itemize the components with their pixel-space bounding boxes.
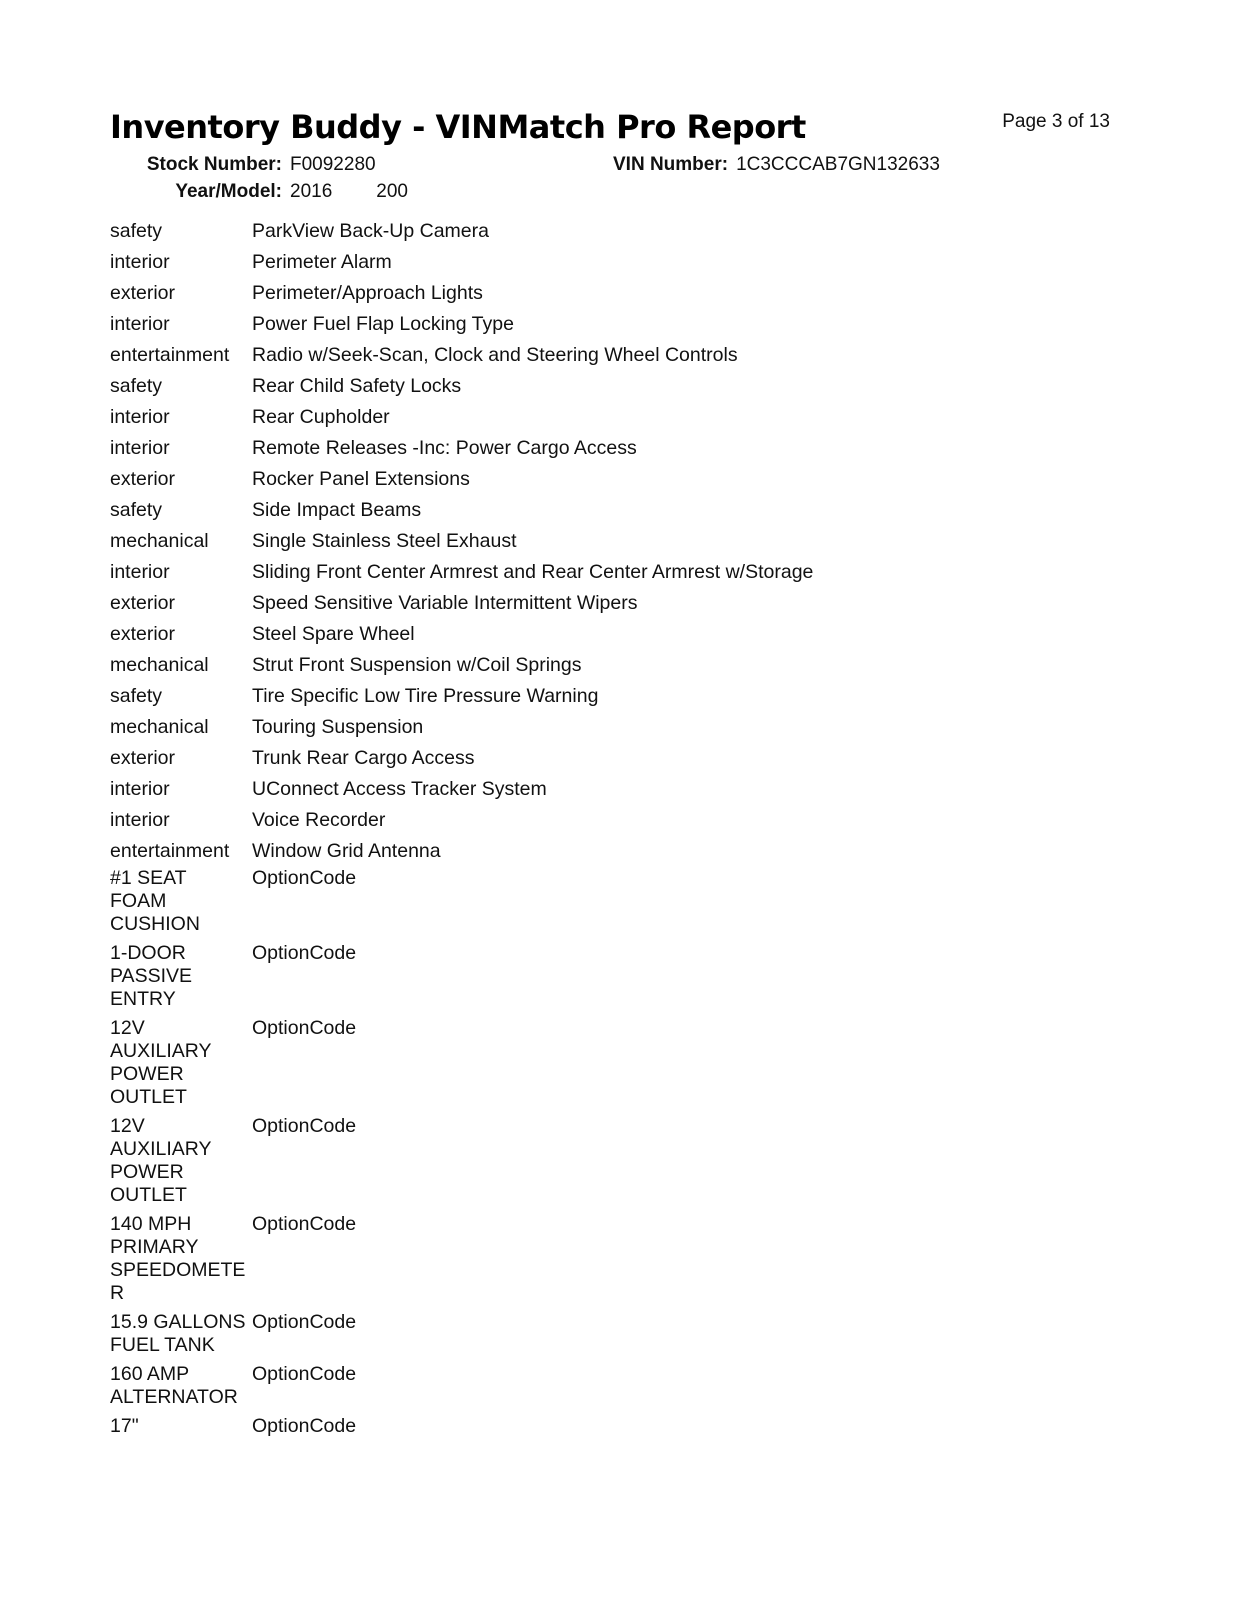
feature-description: Touring Suspension — [252, 716, 424, 738]
feature-row — [110, 526, 1010, 557]
feature-description: Steel Spare Wheel — [252, 623, 415, 645]
vin-number-value: 1C3CCCAB7GN132633 — [736, 154, 940, 175]
feature-row — [110, 247, 1010, 278]
option-code-type: OptionCode — [252, 1363, 357, 1385]
option-code-type: OptionCode — [252, 942, 357, 964]
stock-number-row — [100, 154, 376, 176]
feature-description: Side Impact Beams — [252, 499, 422, 521]
feature-category: mechanical — [110, 654, 209, 676]
feature-row — [110, 495, 1010, 526]
feature-description: Remote Releases -Inc: Power Cargo Access — [252, 437, 637, 459]
feature-description: ParkView Back-Up Camera — [252, 220, 489, 242]
feature-category: interior — [110, 809, 170, 831]
year-model-row — [100, 181, 408, 203]
feature-description: Radio w/Seek-Scan, Clock and Steering Wheel Controls — [252, 344, 738, 366]
feature-list — [110, 216, 1010, 1444]
feature-category: safety — [110, 685, 163, 707]
option-code-name: 1-DOOR PASSIVE ENTRY — [110, 942, 193, 1010]
feature-row — [110, 433, 1010, 464]
feature-description: UConnect Access Tracker System — [252, 778, 547, 800]
feature-category: interior — [110, 313, 170, 335]
option-code-name: 12V AUXILIARY POWER OUTLET — [110, 1115, 212, 1206]
option-code-row — [110, 1213, 1010, 1305]
feature-category: safety — [110, 375, 163, 397]
feature-category: mechanical — [110, 530, 209, 552]
option-code-type: OptionCode — [252, 1415, 357, 1437]
feature-row — [110, 464, 1010, 495]
option-code-type: OptionCode — [252, 1017, 357, 1039]
stock-number-label: Stock Number: — [146, 154, 282, 175]
feature-description: Trunk Rear Cargo Access — [252, 747, 475, 769]
feature-row — [110, 309, 1010, 340]
feature-row — [110, 619, 1010, 650]
feature-row — [110, 774, 1010, 805]
option-code-name: 15.9 GALLONS FUEL TANK — [110, 1311, 246, 1356]
option-code-row — [110, 1017, 1010, 1109]
feature-category: safety — [110, 220, 163, 242]
feature-category: interior — [110, 437, 170, 459]
feature-category: mechanical — [110, 716, 209, 738]
feature-description: Perimeter/Approach Lights — [252, 282, 483, 304]
option-code-row — [110, 1115, 1010, 1207]
model-value: 200 — [376, 181, 408, 202]
feature-row — [110, 681, 1010, 712]
feature-row — [110, 557, 1010, 588]
feature-description: Tire Specific Low Tire Pressure Warning — [252, 685, 599, 707]
feature-rows — [110, 216, 1010, 867]
option-code-name: 160 AMP ALTERNATOR — [110, 1363, 238, 1408]
option-code-type: OptionCode — [252, 1115, 357, 1137]
vin-number-row — [613, 154, 940, 176]
option-code-row — [110, 1415, 1010, 1438]
vin-number-label: VIN Number: — [613, 154, 729, 175]
feature-description: Sliding Front Center Armrest and Rear Center Armrest w/Storage — [252, 561, 814, 583]
feature-category: exterior — [110, 468, 176, 490]
option-code-rows — [110, 867, 1010, 1438]
feature-row — [110, 216, 1010, 247]
report-title: Inventory Buddy - VINMatch Pro Report — [110, 108, 806, 146]
year-model-label: Year/Model: — [175, 181, 282, 202]
option-code-type: OptionCode — [252, 867, 357, 889]
feature-category: interior — [110, 561, 170, 583]
option-code-row — [110, 867, 1010, 936]
feature-category: interior — [110, 406, 170, 428]
stock-number-value: F0092280 — [290, 154, 376, 175]
feature-category: entertainment — [110, 344, 230, 366]
feature-row — [110, 278, 1010, 309]
feature-category: exterior — [110, 623, 176, 645]
feature-category: exterior — [110, 747, 176, 769]
feature-category: safety — [110, 499, 163, 521]
option-code-row — [110, 942, 1010, 1011]
feature-description: Strut Front Suspension w/Coil Springs — [252, 654, 582, 676]
page-indicator: Page 3 of 13 — [1002, 111, 1110, 132]
feature-category: exterior — [110, 592, 176, 614]
feature-category: entertainment — [110, 840, 230, 862]
feature-category: interior — [110, 251, 170, 273]
option-code-type: OptionCode — [252, 1213, 357, 1235]
feature-description: Perimeter Alarm — [252, 251, 392, 273]
year-value: 2016 — [290, 181, 333, 202]
feature-description: Single Stainless Steel Exhaust — [252, 530, 517, 552]
option-code-row — [110, 1363, 1010, 1409]
feature-row — [110, 588, 1010, 619]
feature-description: Rear Child Safety Locks — [252, 375, 462, 397]
feature-row — [110, 402, 1010, 433]
feature-description: Power Fuel Flap Locking Type — [252, 313, 514, 335]
option-code-type: OptionCode — [252, 1311, 357, 1333]
feature-row — [110, 836, 1010, 867]
feature-description: Rear Cupholder — [252, 406, 390, 428]
feature-description: Speed Sensitive Variable Intermittent Wipers — [252, 592, 638, 614]
feature-description: Window Grid Antenna — [252, 840, 441, 862]
feature-row — [110, 371, 1010, 402]
feature-category: exterior — [110, 282, 176, 304]
feature-row — [110, 650, 1010, 681]
option-code-name: 140 MPH PRIMARY SPEEDOMETE R — [110, 1213, 246, 1304]
option-code-name: 17" — [110, 1415, 139, 1437]
feature-description: Rocker Panel Extensions — [252, 468, 470, 490]
feature-row — [110, 712, 1010, 743]
feature-category: interior — [110, 778, 170, 800]
feature-row — [110, 340, 1010, 371]
feature-row — [110, 805, 1010, 836]
option-code-row — [110, 1311, 1010, 1357]
option-code-name: 12V AUXILIARY POWER OUTLET — [110, 1017, 212, 1108]
feature-description: Voice Recorder — [252, 809, 386, 831]
option-code-name: #1 SEAT FOAM CUSHION — [110, 867, 200, 935]
feature-row — [110, 743, 1010, 774]
